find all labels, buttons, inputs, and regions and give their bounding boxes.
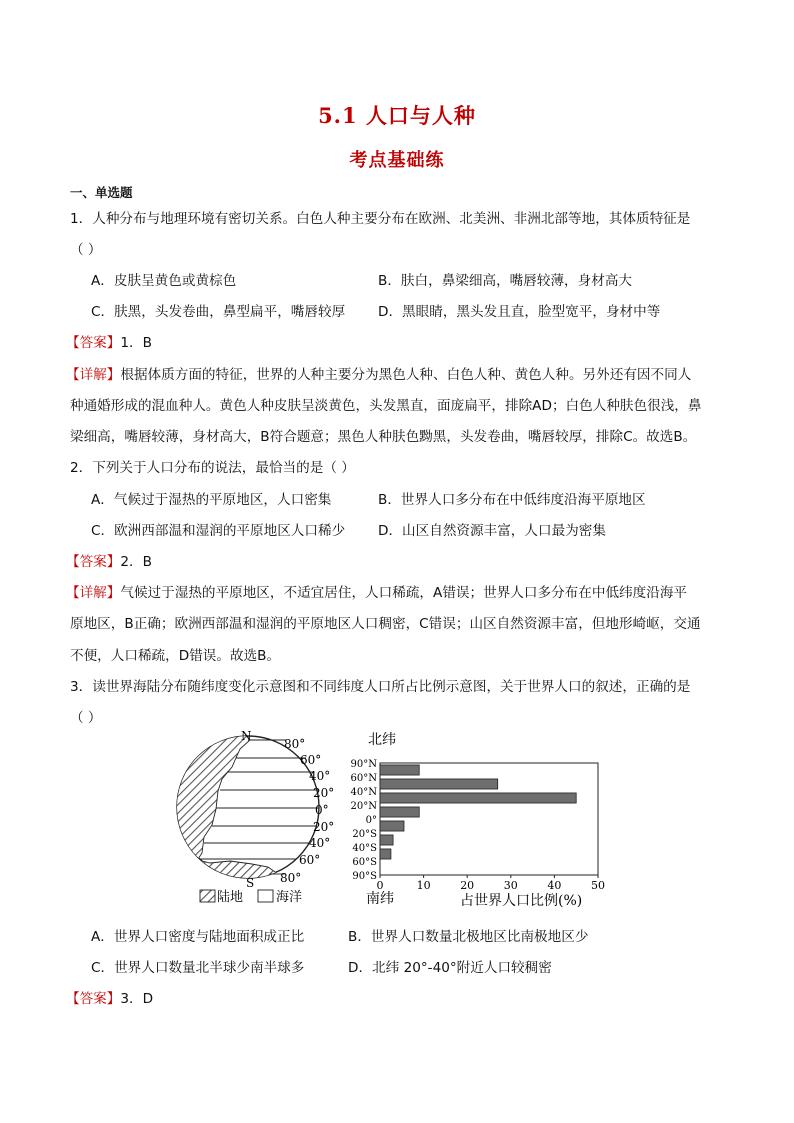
figure bbox=[170, 727, 630, 917]
legend-land-label: 陆地 bbox=[217, 890, 244, 905]
q2-answer bbox=[66, 550, 152, 570]
x-tick-label: 50 bbox=[591, 879, 605, 892]
y-tick-label: 40°S bbox=[352, 843, 377, 854]
q1-option-b: B．肤白，鼻梁细高，嘴唇较薄，身材高大 bbox=[378, 273, 633, 289]
y-tick-label: 90°N bbox=[350, 759, 377, 770]
q1-option-a: A．皮肤呈黄色或黄棕色 bbox=[91, 273, 237, 289]
lat-label: 40° bbox=[309, 836, 331, 850]
population-bar-chart bbox=[351, 731, 605, 909]
q3-stem-line2: （ ） bbox=[70, 710, 102, 726]
bar-top-label: 北纬 bbox=[368, 732, 396, 748]
answer-tag: 【答案】 bbox=[66, 335, 121, 351]
answer-tag: 【答案】 bbox=[66, 554, 121, 570]
q3-answer bbox=[66, 987, 153, 1007]
y-tick-label: 20°N bbox=[350, 801, 377, 812]
q1-stem-line2: （ ） bbox=[70, 242, 102, 258]
q3-option-b: B．世界人口数量北极地区比南极地区少 bbox=[348, 929, 589, 945]
bar bbox=[380, 835, 393, 845]
q1-option-c: C．肤黑，头发卷曲，鼻型扁平，嘴唇较厚 bbox=[91, 304, 346, 320]
lat-label: 40° bbox=[309, 769, 331, 783]
q2-option-b: B．世界人口多分布在中低纬度沿海平原地区 bbox=[378, 492, 646, 508]
lat-label: 20° bbox=[313, 786, 335, 800]
y-tick-label: 60°N bbox=[350, 773, 377, 784]
q1-detail-line1 bbox=[66, 363, 691, 383]
page-subtitle: 考点基础练 bbox=[349, 150, 445, 171]
q3-option-c: C．世界人口数量北半球少南半球多 bbox=[91, 960, 305, 976]
q2-detail-line2: 原地区，B正确；欧洲西部温和湿润的平原地区人口稠密，C错误；山区自然资源丰富，但地形崎岖，交通 bbox=[70, 616, 701, 632]
q2-detail-text1: 气候过于湿热的平原地区，不适宜居住，人口稀疏，A错误；世界人口多分布在中低纬度沿海平 bbox=[120, 585, 688, 601]
page-title: 5.1 人口与人种 bbox=[318, 103, 476, 128]
bar bbox=[380, 793, 576, 803]
q2-option-c: C．欧洲西部温和湿润的平原地区人口稀少 bbox=[91, 523, 346, 539]
lat-label: 80° bbox=[284, 737, 306, 751]
q2-stem: 2．下列关于人口分布的说法，最恰当的是（ ） bbox=[70, 460, 355, 476]
globe-diagram bbox=[170, 727, 334, 905]
q3-answer-value: 3．D bbox=[120, 991, 154, 1007]
section-heading: 一、单选题 bbox=[70, 185, 133, 200]
lat-label: 0° bbox=[315, 803, 329, 817]
north-pole-label: N bbox=[241, 729, 252, 743]
detail-tag: 【详解】 bbox=[66, 585, 121, 601]
bar-bottom-label: 南纬 bbox=[366, 891, 394, 907]
q1-answer bbox=[66, 331, 152, 351]
legend-land-swatch bbox=[200, 890, 215, 902]
q3-option-a: A．世界人口密度与陆地面积成正比 bbox=[91, 929, 305, 945]
q1-detail-line2: 种通婚形成的混血种人。黄色人种皮肤呈淡黄色，头发黑直，面庞扁平，排除AD；白色人种肤色很浅，鼻 bbox=[70, 398, 702, 414]
q1-detail-text1: 根据体质方面的特征，世界的人种主要分为黑色人种、白色人种、黄色人种。另外还有因不同人 bbox=[120, 367, 692, 383]
x-tick-label: 10 bbox=[416, 879, 431, 892]
q1-stem-line1: 1．人种分布与地理环境有密切关系。白色人种主要分布在欧洲、北美洲、非洲北部等地，其体质特征是 bbox=[70, 211, 691, 227]
answer-tag: 【答案】 bbox=[66, 991, 121, 1007]
legend-ocean-swatch bbox=[258, 890, 273, 902]
q3-stem-line1: 3．读世界海陆分布随纬度变化示意图和不同纬度人口所占比例示意图，关于世界人口的叙述，正确的是 bbox=[70, 679, 691, 695]
y-tick-label: 40°N bbox=[350, 787, 377, 798]
y-tick-label: 90°S bbox=[352, 871, 377, 882]
q3-option-d: D．北纬 20°-40°附近人口较稠密 bbox=[348, 960, 552, 976]
bar bbox=[380, 807, 419, 817]
q2-answer-value: 2．B bbox=[120, 554, 152, 570]
lat-label: 60° bbox=[300, 753, 322, 767]
q2-detail-line3: 不便，人口稀疏，D错误。故选B。 bbox=[70, 648, 281, 664]
bar bbox=[380, 765, 419, 775]
x-tick-label: 30 bbox=[503, 879, 518, 892]
lat-label: 60° bbox=[299, 853, 321, 867]
south-pole-label: S bbox=[246, 876, 255, 890]
lat-label: 80° bbox=[280, 871, 302, 885]
legend-ocean-label: 海洋 bbox=[276, 890, 303, 905]
bar bbox=[380, 849, 391, 859]
q1-option-d: D．黑眼睛，黑头发且直，脸型宽平，身材中等 bbox=[378, 304, 661, 320]
x-tick-label: 40 bbox=[547, 879, 562, 892]
lat-label: 20° bbox=[313, 820, 335, 834]
y-tick-label: 20°S bbox=[352, 829, 377, 840]
detail-tag: 【详解】 bbox=[66, 367, 121, 383]
bar bbox=[380, 779, 498, 789]
q1-answer-value: 1．B bbox=[120, 335, 152, 351]
q2-detail-line1 bbox=[66, 581, 687, 601]
x-axis-title: 占世界人口比例(%) bbox=[460, 893, 583, 909]
x-tick-label: 20 bbox=[460, 879, 475, 892]
q2-option-a: A．气候过于湿热的平原地区，人口密集 bbox=[91, 492, 332, 508]
y-tick-label: 60°S bbox=[352, 857, 377, 868]
q2-option-d: D．山区自然资源丰富，人口最为密集 bbox=[378, 523, 606, 539]
q1-detail-line3: 梁细高，嘴唇较薄，身材高大，B符合题意；黑色人种肤色黝黑，头发卷曲，嘴唇较厚，排除C。故选B。 bbox=[70, 429, 697, 445]
x-tick-label: 0 bbox=[376, 879, 384, 892]
y-tick-label: 0° bbox=[365, 815, 377, 826]
bar bbox=[380, 821, 404, 831]
